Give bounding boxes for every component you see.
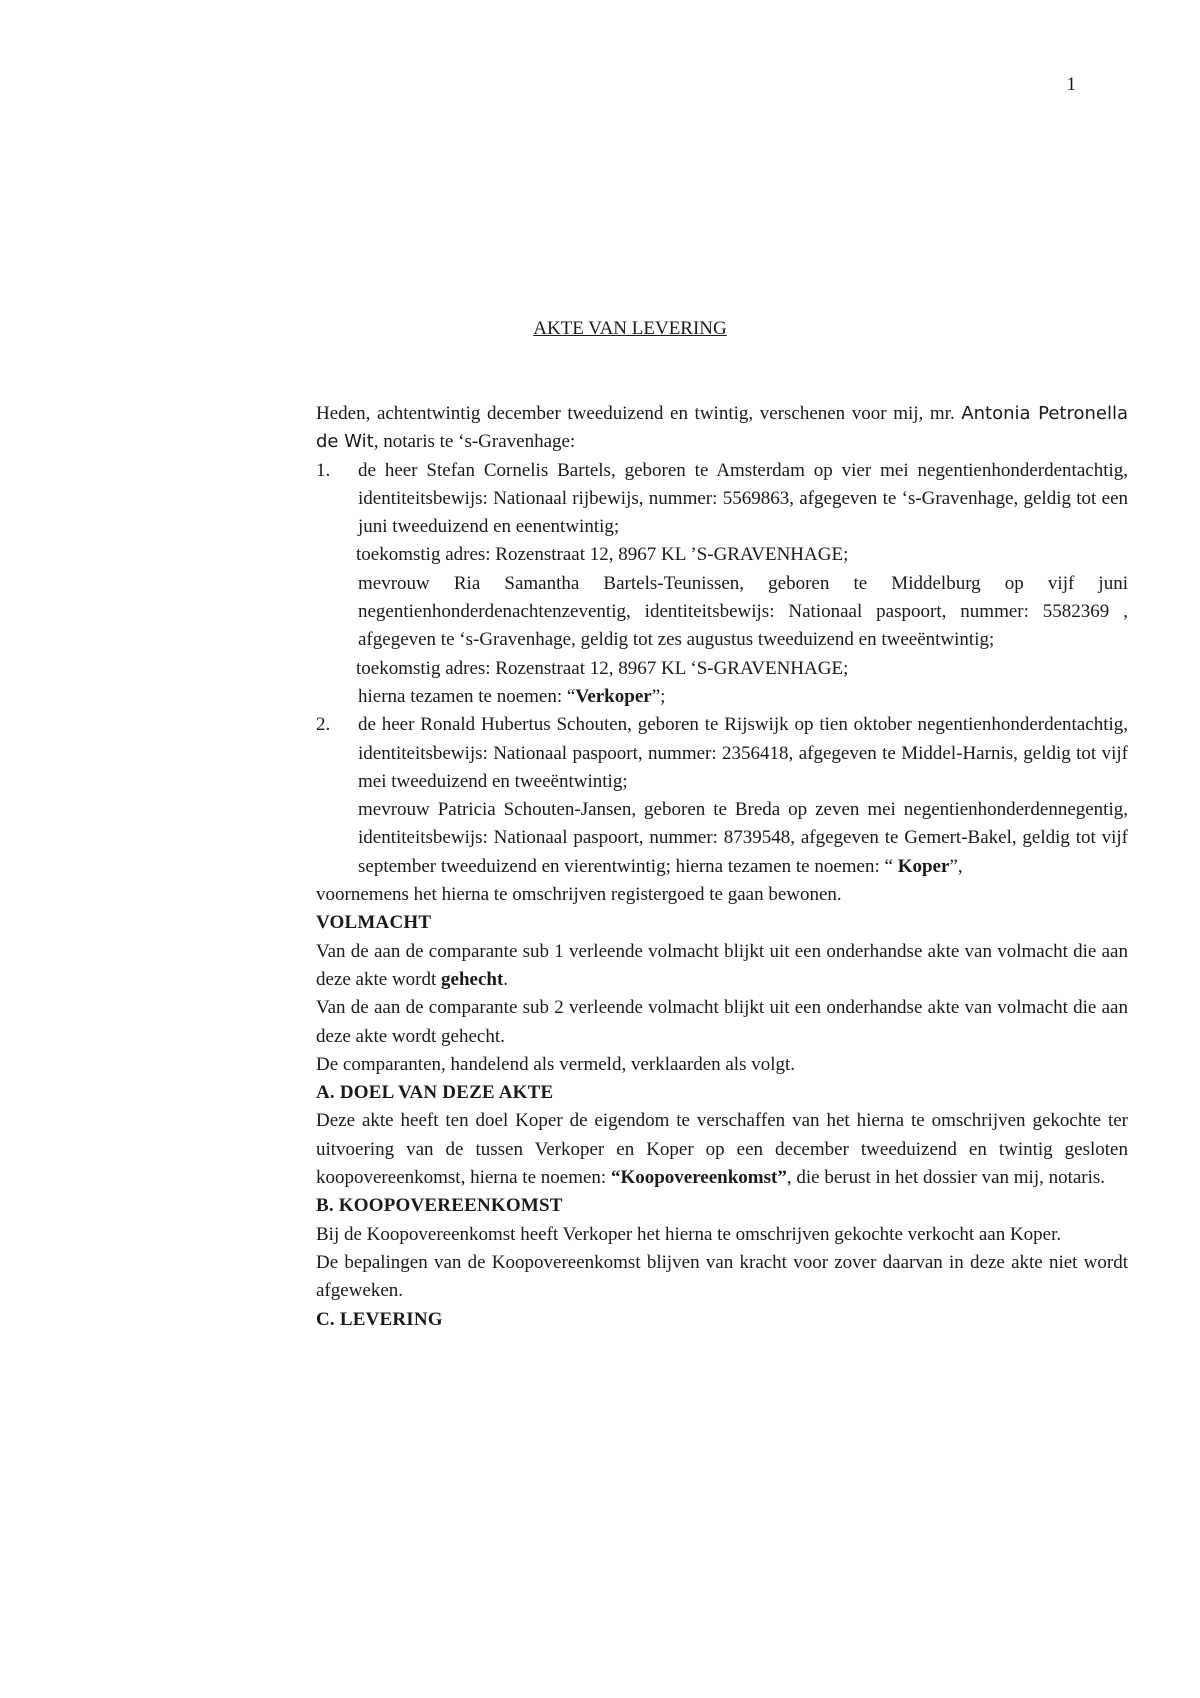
intro-text: Heden, achtentwintig december tweeduizend en twintig, verschenen voor mij, mr. [316, 403, 962, 424]
intro-text-end: , notaris te ‘s-Gravenhage: [373, 431, 576, 453]
party-1-person-2: mevrouw Ria Samantha Bartels-Teunissen, geboren te Middelburg op vijf juni negentienhonderdenachtenzeventig, identiteitsbewijs: Nationaal paspoort, nummer: 5582369 , afgegeven te ‘s-Gravenhage, geldig tot zes augustus tweeduizend en tweeëntwintig; [358, 572, 1128, 651]
section-c-heading: C. LEVERING [316, 1308, 443, 1330]
naming-suffix: ”; [651, 685, 666, 707]
document-body [316, 400, 1128, 1334]
section-b-paragraph-1: Bij de Koopovereenkomst heeft Verkoper het hierna te omschrijven gekochte verkocht aan Koper. [316, 1223, 1062, 1245]
volmacht-heading: VOLMACHT [316, 912, 432, 934]
party-1-naming [358, 683, 1128, 711]
section-b-heading: B. KOOPOVEREENKOMST [316, 1195, 563, 1217]
naming-suffix: ”, [949, 855, 963, 877]
residence-line: voornemens het hierna te omschrijven registergoed te gaan bewonen. [316, 884, 842, 906]
notary-name: Antonia Petronella de Wit [316, 403, 1128, 453]
section-a-text: Deze akte heeft ten doel Koper de eigendom te verschaffen van het hierna te omschrijven gekochte ter uitvoering van de tussen Verkoper en Koper op een december tweeduizend en twintig gesloten koopovereenkomst, hierna te noemen: [316, 1110, 1128, 1189]
party-1 [316, 457, 1128, 712]
page-number: 1 [1066, 74, 1076, 95]
volmacht-para-1-text: Van de aan de comparante sub 1 verleende volmacht blijkt uit een onderhandse akte van volmacht die aan deze akte wordt [316, 940, 1128, 990]
party-1-address-1: toekomstig adres: Rozenstraat 12, 8967 KL ’S-GRAVENHAGE; [356, 544, 849, 566]
volmacht-paragraph-1 [316, 938, 1128, 995]
party-2 [316, 711, 1128, 881]
section-a-heading: A. DOEL VAN DEZE AKTE [316, 1082, 554, 1104]
party-1-number: 1. [316, 459, 331, 481]
koper-term: Koper [897, 855, 950, 877]
party-1-address-2: toekomstig adres: Rozenstraat 12, 8967 KL ‘S-GRAVENHAGE; [356, 657, 849, 679]
intro-paragraph [316, 400, 1128, 457]
naming-prefix: hierna tezamen te noemen: “ [358, 685, 576, 707]
document-title: AKTE VAN LEVERING [533, 318, 727, 339]
volmacht-paragraph-2: Van de aan de comparante sub 2 verleende volmacht blijkt uit een onderhandse akte van volmacht die aan deze akte wordt gehecht. [316, 997, 1128, 1047]
party-2-person-2-text: mevrouw Patricia Schouten-Jansen, geboren te Breda op zeven mei negentienhonderdennegentig, identiteitsbewijs: Nationaal paspoort, nummer: 8739548, afgegeven te Gemert-Bakel, geldig tot vijf september tweeduizend en vierentwintig; hierna tezamen te noemen: “ [358, 799, 1128, 877]
party-2-person-1: de heer Ronald Hubertus Schouten, geboren te Rijswijk op tien oktober negentienhonderdentachtig, identiteitsbewijs: Nationaal paspoort, nummer: 2356418, afgegeven te Middel-Harnis, geldig tot vijf mei tweeduizend en tweeëntwintig; [358, 714, 1128, 792]
volmacht-para-1-end: . [503, 968, 509, 990]
section-a-text-end: , die berust in het dossier van mij, notaris. [786, 1167, 1106, 1189]
koopovereenkomst-term: “Koopovereenkomst” [610, 1167, 787, 1189]
section-a-paragraph [316, 1107, 1128, 1192]
section-b-paragraph-2: De bepalingen van de Koopovereenkomst blijven van kracht voor zover daarvan in deze akte niet wordt afgeweken. [316, 1251, 1128, 1302]
party-1-person-1: de heer Stefan Cornelis Bartels, geboren te Amsterdam op vier mei negentienhonderdentachtig, identiteitsbewijs: Nationaal rijbewijs, nummer: 5569863, afgegeven te ‘s-Gravenhage, geldig tot een juni tweeduizend en eenentwintig; [358, 459, 1128, 538]
verkoper-term: Verkoper [575, 685, 652, 707]
party-2-number: 2. [316, 714, 331, 736]
party-2-person-2 [358, 796, 1128, 881]
volmacht-paragraph-3: De comparanten, handelend als vermeld, verklaarden als volgt. [316, 1053, 796, 1075]
volmacht-para-1-bold: gehecht [441, 968, 504, 990]
